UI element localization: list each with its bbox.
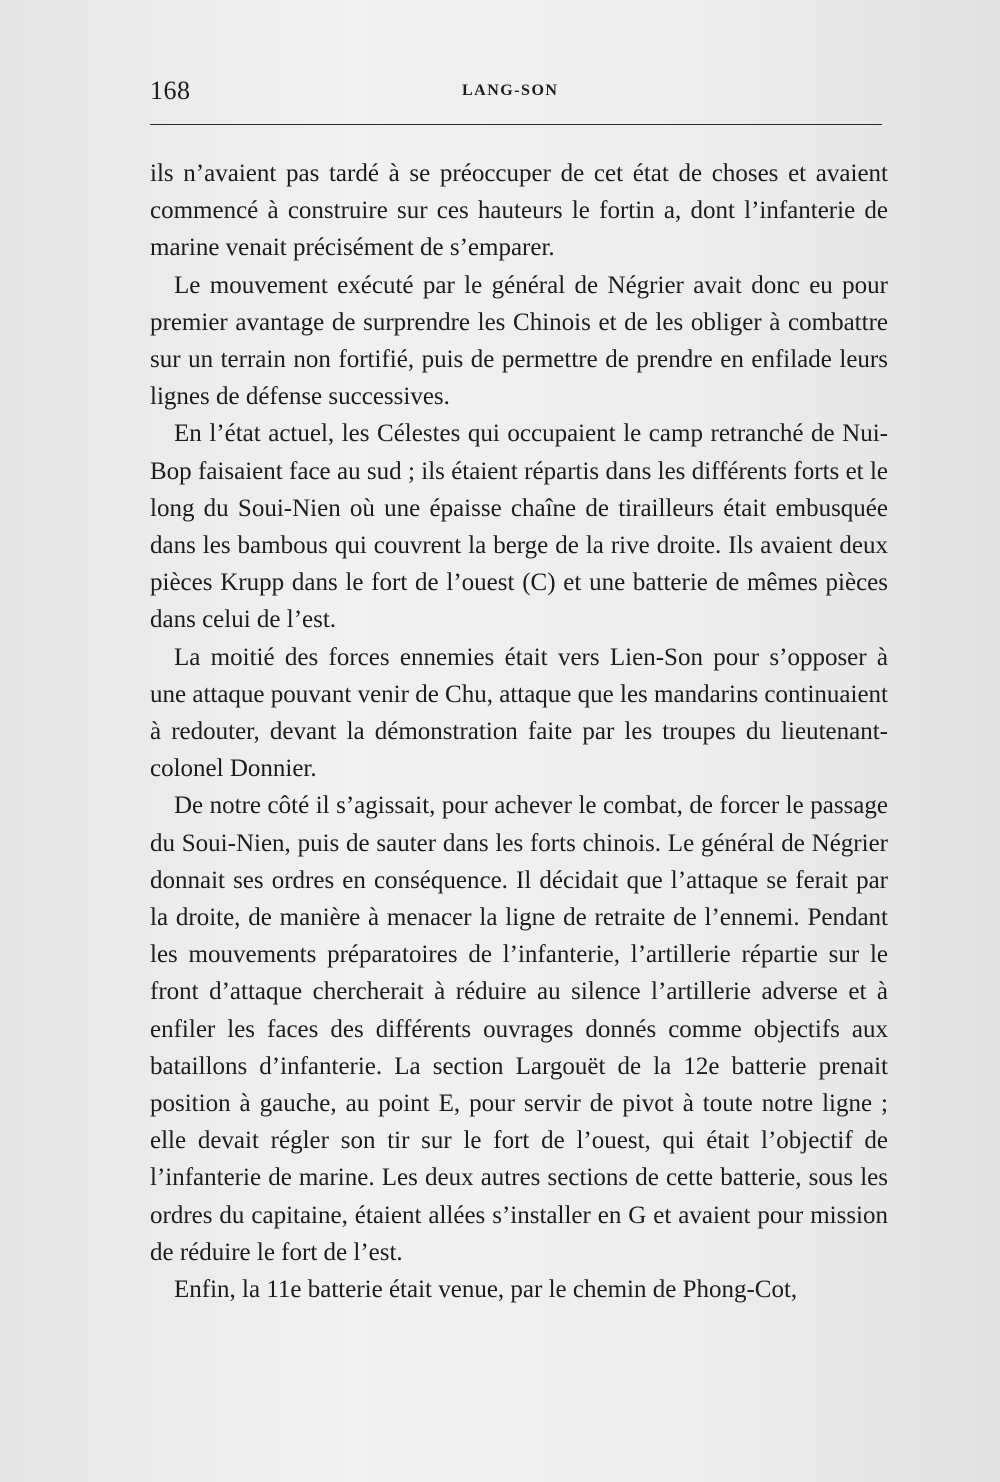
paragraph: En l’état actuel, les Célestes qui occupaient le camp retranché de Nui-Bop faisaient face au sud ; ils étaient répartis dans les différents forts et le long du Soui-Nien où une épaisse chaîne de tirailleurs était embusquée dans les bambous qui couvrent la berge de la rive droite. Ils avaient deux pièces Krupp dans le fort de l’ouest (C) et une batterie de mêmes pièces dans celui de l’est. — [150, 420, 888, 634]
paragraph: De notre côté il s’agissait, pour achever le combat, de forcer le passage du Soui-Nien, puis de sauter dans les forts chinois. Le général de Négrier donnait ses ordres en conséquence. Il décidait que l’attaque se ferait par la droite, de manière à menacer la ligne de retraite de l’ennemi. Pendant les mouvements préparatoires de l’infanterie, l’artillerie répartie sur le front d’attaque chercherait à réduire au silence l’artillerie adverse et à enfiler les faces des différents ouvrages donnés comme objectifs aux bataillons d’infanterie. La section Largouët de la 12e batterie prenait position à gauche, au point E, pour servir de pivot à toute notre ligne ; elle devait régler son tir sur le fort de l’ouest, qui était l’objectif de l’infanterie de marine. Les deux autres sections de cette batterie, sous les ordres du capitaine, étaient allées s’installer en G et avaient pour mission de réduire le fort de l’est. — [150, 792, 888, 1266]
paragraph: Le mouvement exécuté par le général de Négrier avait donc eu pour premier avantage de surprendre les Chinois et de les obliger à combattre sur un terrain non fortifié, puis de permettre de prendre en enfilade leurs lignes de défense successives. — [150, 271, 888, 411]
paragraph: Enfin, la 11e batterie était venue, par le chemin de Phong-Cot, — [174, 1276, 798, 1304]
page-number: 168 — [150, 76, 191, 105]
running-head: LANG-SON — [462, 82, 559, 99]
page-header — [150, 72, 882, 112]
paragraph: La moitié des forces ennemies était vers Lien-Son pour s’opposer à une attaque pouvant venir de Chu, attaque que les mandarins continuaient à redouter, devant la démonstration faite par les troupes du lieutenant-colonel Donnier. — [150, 643, 888, 783]
header-rule — [150, 124, 882, 125]
body-text — [150, 155, 888, 1308]
paragraph-continuation: ils n’avaient pas tardé à se préoccuper de cet état de choses et avaient commencé à construire sur ces hauteurs le fortin a, dont l’infanterie de marine venait précisément de s’emparer. — [150, 160, 888, 262]
